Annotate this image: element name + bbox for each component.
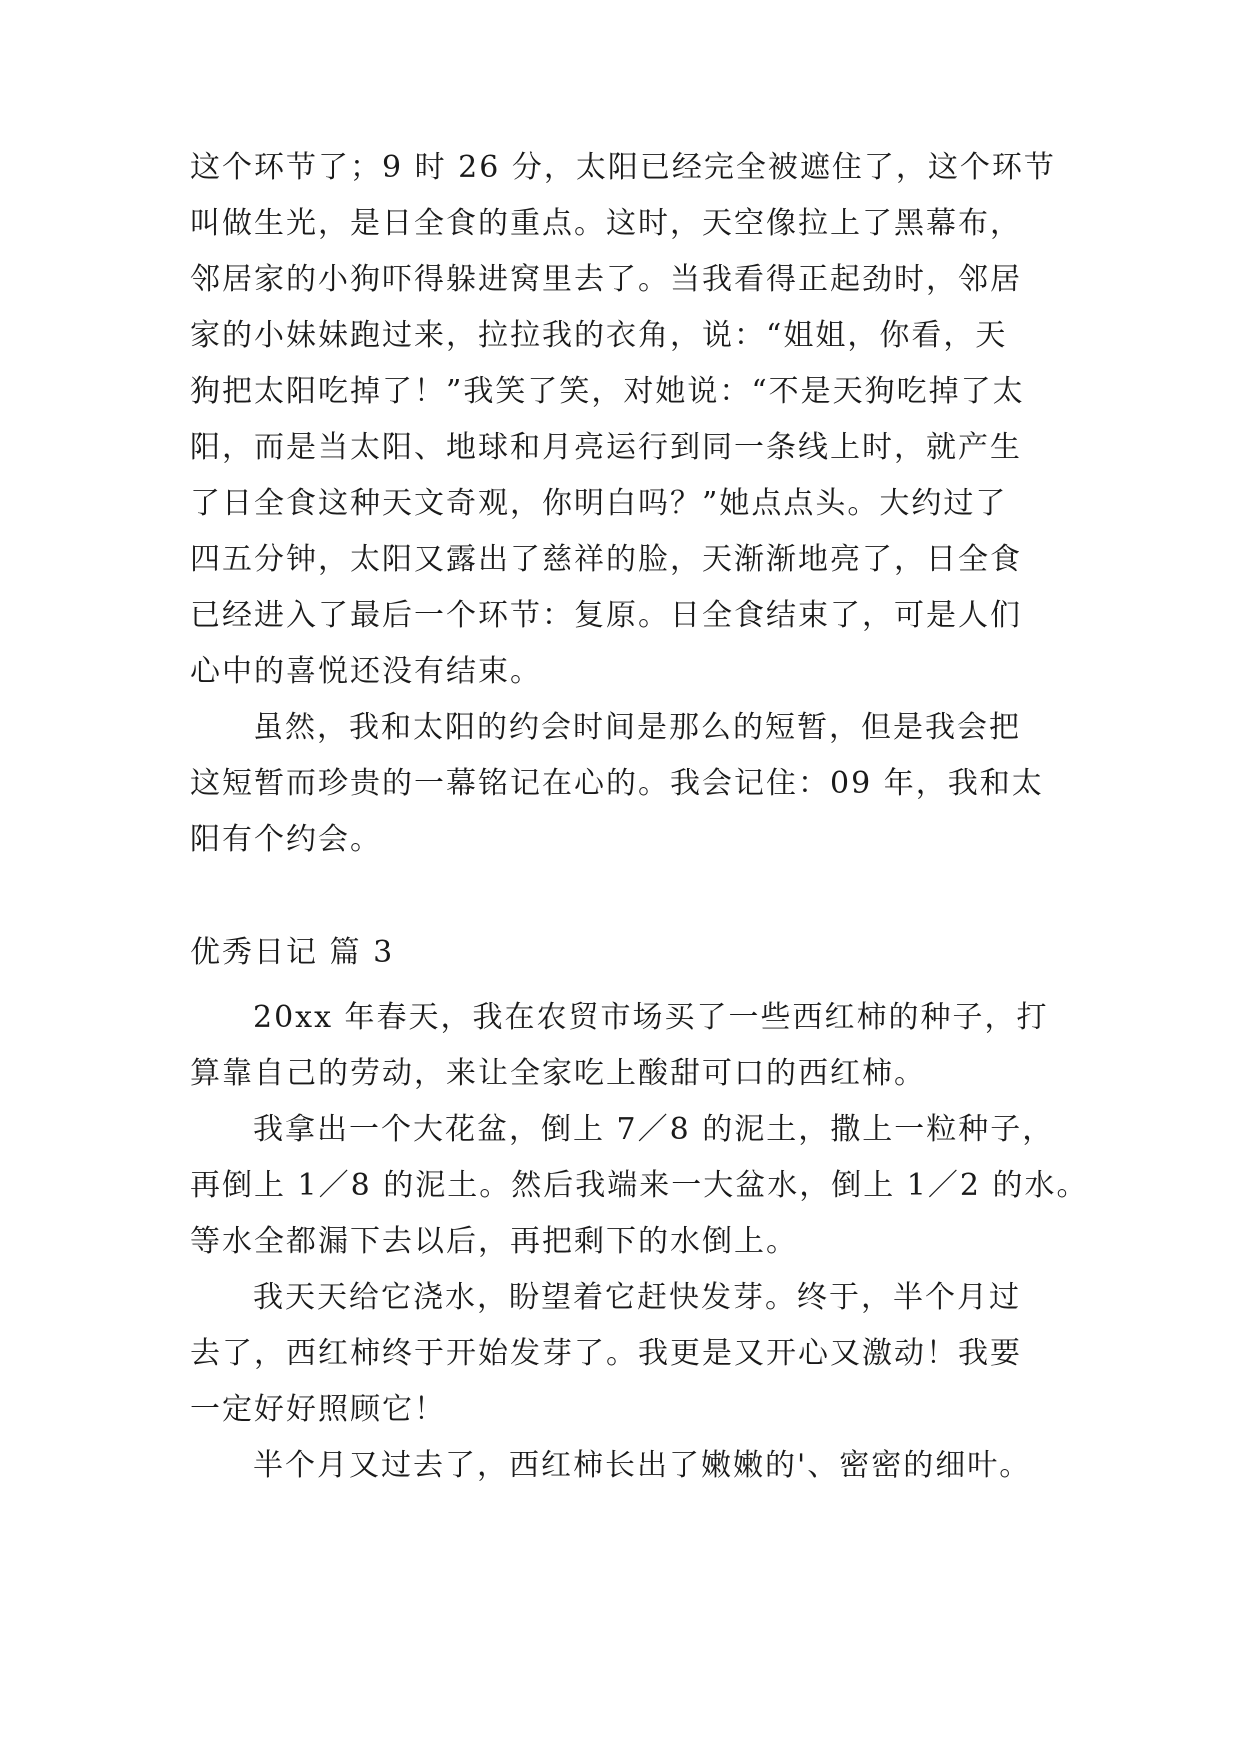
paragraph-line: 去了，西红柿终于开始发芽了。我更是又开心又激动！我要 — [190, 1336, 1022, 1371]
paragraph-line: 邻居家的小狗吓得躲进窝里去了。当我看得正起劲时，邻居 — [190, 262, 1022, 297]
paragraph-line: 家的小妹妹跑过来，拉拉我的衣角，说：“姐姐，你看，天 — [190, 318, 1008, 353]
paragraph-line: 阳，而是当太阳、地球和月亮运行到同一条线上时，就产生 — [190, 430, 1022, 465]
paragraph-line: 阳有个约会。 — [190, 822, 382, 857]
paragraph-line: 虽然，我和太阳的约会时间是那么的短暂，但是我会把 — [253, 710, 1021, 745]
paragraph-line: 一定好好照顾它！ — [190, 1392, 446, 1427]
paragraph-line: 再倒上 1／8 的泥土。然后我端来一大盆水，倒上 1／2 的水。 — [190, 1168, 1089, 1203]
paragraph-line: 我天天给它浇水，盼望着它赶快发芽。终于，半个月过 — [253, 1280, 1021, 1315]
paragraph-line: 20xx 年春天，我在农贸市场买了一些西红柿的种子，打 — [253, 1000, 1049, 1035]
paragraph-line: 我拿出一个大花盆，倒上 7／8 的泥土，撒上一粒种子， — [253, 1112, 1055, 1147]
paragraph-line: 狗把太阳吃掉了！”我笑了笑，对她说：“不是天狗吃掉了太 — [190, 374, 1025, 409]
paragraph-line: 等水全都漏下去以后，再把剩下的水倒上。 — [190, 1224, 798, 1259]
paragraph-line: 叫做生光，是日全食的重点。这时，天空像拉上了黑幕布， — [190, 206, 1022, 241]
paragraph-line: 算靠自己的劳动，来让全家吃上酸甜可口的西红柿。 — [190, 1056, 926, 1091]
paragraph-line: 四五分钟，太阳又露出了慈祥的脸，天渐渐地亮了，日全食 — [190, 542, 1022, 577]
section-title: 优秀日记 篇 3 — [190, 935, 395, 970]
paragraph-line: 已经进入了最后一个环节：复原。日全食结束了，可是人们 — [190, 598, 1022, 633]
paragraph-line: 心中的喜悦还没有结束。 — [190, 654, 542, 689]
paragraph-line: 这个环节了；9 时 26 分，太阳已经完全被遮住了，这个环节 — [190, 150, 1056, 185]
paragraph-line: 这短暂而珍贵的一幕铭记在心的。我会记住：09 年，我和太 — [190, 766, 1044, 801]
paragraph-line: 了日全食这种天文奇观，你明白吗？”她点点头。大约过了 — [190, 486, 1008, 521]
paragraph-line: 半个月又过去了，西红柿长出了嫩嫩的'、密密的细叶。 — [253, 1448, 1032, 1483]
